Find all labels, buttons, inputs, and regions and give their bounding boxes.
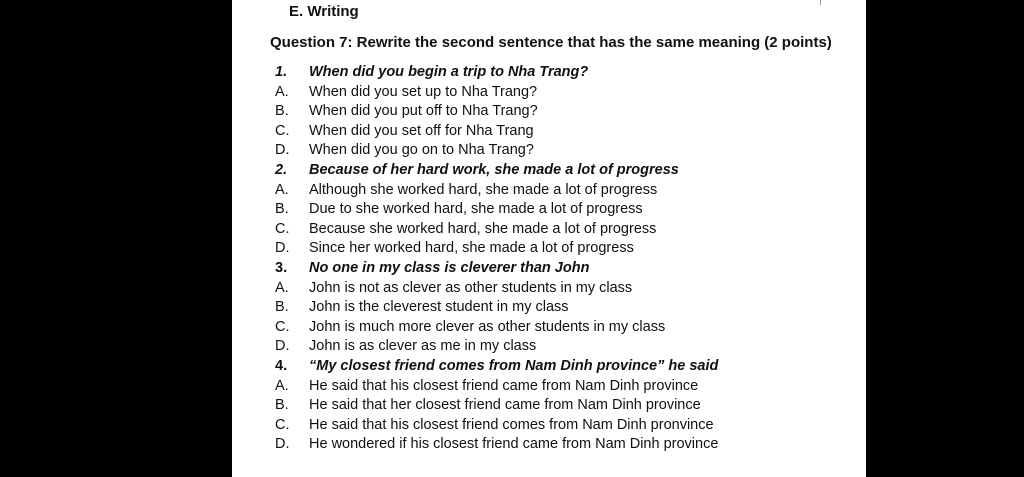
option-letter: B. [275, 299, 289, 316]
option-letter: D. [275, 436, 290, 453]
option-letter: C. [275, 122, 290, 139]
option-text: John is not as clever as other students in my class [309, 279, 633, 296]
option-letter: C. [275, 416, 290, 433]
option-letter: D. [275, 240, 290, 257]
option-text: Due to she worked hard, she made a lot of progress [309, 201, 643, 218]
option-letter: A. [275, 83, 289, 100]
question-number: 3. [275, 259, 288, 276]
option-letter: A. [275, 279, 289, 296]
question-prompt: “My closest friend comes from Nam Dinh province” he said [309, 357, 719, 374]
option-letter: B. [275, 397, 289, 414]
option-text: He said that her closest friend came from Nam Dinh province [309, 397, 701, 414]
option-letter: D. [275, 142, 290, 159]
option-text: When did you put off to Nha Trang? [309, 103, 538, 120]
option-text: Although she worked hard, she made a lot of progress [309, 181, 658, 198]
question-number: 4. [275, 357, 288, 374]
option-text: He said that his closest friend came from Nam Dinh province [309, 377, 699, 394]
option-text: John is much more clever as other students in my class [309, 318, 666, 335]
option-text: John is as clever as me in my class [309, 338, 537, 355]
option-letter: B. [275, 201, 289, 218]
option-letter: A. [275, 181, 289, 198]
question-title: Question 7: Rewrite the second sentence that has the same meaning (2 points) [270, 34, 832, 51]
option-text: He wondered if his closest friend came from Nam Dinh province [309, 436, 719, 453]
question-prompt: Because of her hard work, she made a lot of progress [309, 161, 679, 178]
page-edge-mark [820, 0, 821, 5]
option-letter: D. [275, 338, 290, 355]
question-number: 1. [275, 64, 288, 80]
option-letter: A. [275, 377, 289, 394]
option-text: He said that his closest friend comes from Nam Dinh pronvince [309, 416, 714, 433]
section-title: E. Writing [289, 3, 359, 20]
question-number: 2. [275, 161, 288, 178]
question-prompt: When did you begin a trip to Nha Trang? [309, 64, 589, 80]
option-text: When did you set off for Nha Trang [309, 122, 534, 139]
option-letter: C. [275, 318, 290, 335]
option-text: Since her worked hard, she made a lot of progress [309, 240, 634, 257]
option-text: When did you go on to Nha Trang? [309, 142, 534, 159]
option-text: When did you set up to Nha Trang? [309, 83, 538, 100]
option-text: Because she worked hard, she made a lot of progress [309, 220, 657, 237]
option-text: John is the cleverest student in my class [309, 299, 569, 316]
option-letter: B. [275, 103, 289, 120]
question-prompt: No one in my class is cleverer than John [309, 259, 590, 276]
option-letter: C. [275, 220, 290, 237]
document-page [232, 0, 866, 477]
